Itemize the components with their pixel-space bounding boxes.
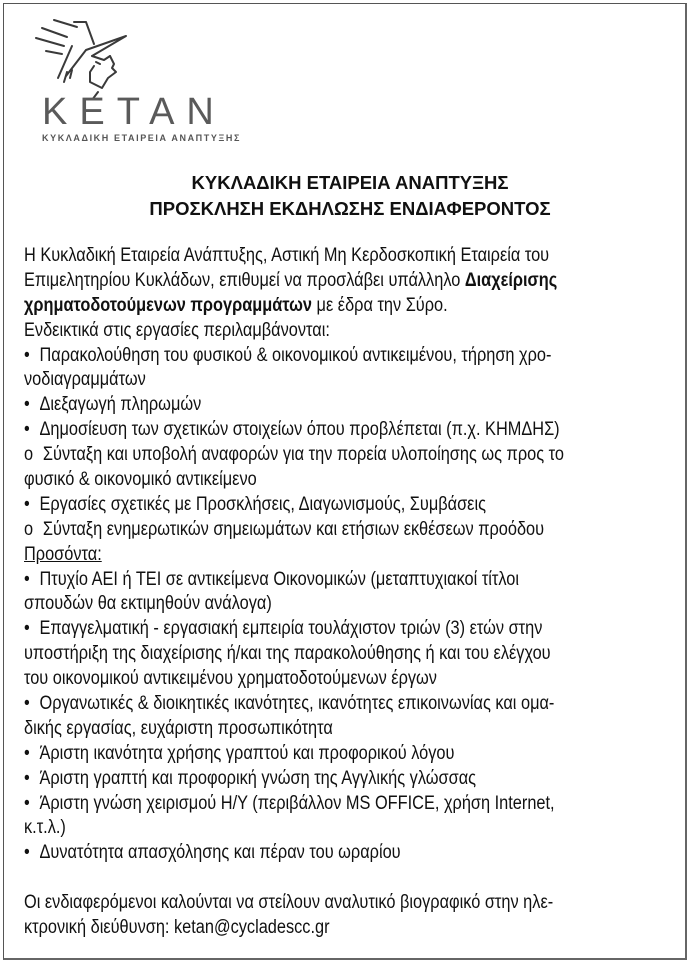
closing-line-2-wrap [24, 916, 680, 941]
duty-item-text [24, 368, 146, 393]
duty-item-text [24, 443, 564, 468]
qualification-item-line [24, 767, 680, 792]
intro-line-3 [24, 294, 448, 319]
qualification-item [24, 841, 680, 866]
duty-item-line [24, 493, 680, 518]
heading-line-1: ΚΥΚΛΑΔΙΚΗ ΕΤΑΙΡΕΙΑ ΑΝΑΠΤΥΞΗΣ [191, 172, 509, 193]
duty-item-line [24, 418, 680, 443]
qualification-item-text [24, 841, 401, 866]
qualification-item-text [24, 642, 551, 667]
duty-item-line [24, 468, 680, 493]
closing-line-1: Οι ενδιαφερόμενοι καλούνται να στείλουν αναλυτικό βιογραφικό στην ηλε- [24, 892, 554, 914]
qualification-item [24, 742, 680, 767]
ketan-logo [34, 18, 264, 148]
qualification-item [24, 792, 680, 842]
qualification-item-line [24, 816, 680, 841]
qualification-text: του οικονομικού αντικειμένου χρηματοδοτούμενων έργων [24, 668, 437, 690]
closing-line-2 [24, 916, 330, 941]
qualification-item-text [24, 667, 437, 692]
bullet-icon: • [24, 618, 30, 640]
intro-line-1: Η Κυκλαδική Εταιρεία Ανάπτυξης, Αστική Μη Κερδοσκοπική Εταιρεία του [24, 245, 550, 266]
qualification-item-text [24, 816, 66, 841]
qualification-item-line [24, 792, 680, 817]
notice-body [24, 244, 680, 941]
notice-heading [0, 170, 700, 222]
duty-item-text [24, 393, 201, 418]
hollow-bullet-icon: o [24, 518, 34, 540]
duty-text: Εργασίες σχετικές με Προσκλήσεις, Διαγωνισμούς, Συμβάσεις [39, 493, 486, 515]
duty-item-line [24, 368, 680, 393]
qualification-item [24, 617, 680, 692]
logo-wordmark: KETAN [42, 91, 226, 133]
qualification-text: σπουδών θα εκτιμηθούν ανάλογα) [24, 593, 272, 615]
duty-item-line [24, 344, 680, 369]
qualification-text: δικής εργασίας, ευχάριστη προσωπικότητα [24, 717, 333, 739]
qualification-item-line [24, 667, 680, 692]
intro-line-3-wrap [24, 294, 680, 319]
qualification-item-text [24, 617, 542, 642]
heading-line-2: ΠΡΟΣΚΛΗΣΗ ΕΚΔΗΛΩΣΗΣ ΕΝΔΙΑΦΕΡΟΝΤΟΣ [149, 198, 551, 219]
duty-text: Παρακολούθηση του φυσικού & οικονομικού αντικειμένου, τήρηση χρο- [39, 344, 552, 366]
duty-item-text [24, 468, 257, 493]
qualification-item-line [24, 617, 680, 642]
bullet-icon: • [24, 493, 30, 515]
hollow-bullet-icon: o [24, 444, 34, 466]
intro-line-2-wrap [24, 269, 680, 294]
duty-text: Σύνταξη ενημερωτικών σημειωμάτων και ετήσιων εκθέσεων προόδου [42, 518, 545, 540]
qualification-item-text [24, 767, 476, 792]
qualification-text: κ.τ.λ.) [24, 817, 66, 839]
duty-item-line [24, 518, 680, 543]
intro-paragraph [24, 244, 680, 269]
qualification-item [24, 568, 680, 618]
qualification-item-text [24, 792, 555, 817]
qualification-text: Δυνατότητα απασχόλησης και πέραν του ωραρίου [39, 842, 401, 864]
logo-subtitle: ΚΥΚΛΑΔΙΚΗ ΕΤΑΙΡΕΙΑ ΑΝΑΠΤΥΞΗΣ [42, 133, 241, 143]
bullet-icon: • [24, 842, 30, 864]
intro-line-2 [24, 269, 557, 294]
position-title-part-2: χρηματοδοτούμενων προγραμμάτων [24, 294, 313, 316]
bullet-icon: • [24, 767, 30, 789]
bullet-icon: • [24, 792, 30, 814]
position-title-part-1: Διαχείρισης [464, 269, 558, 291]
qualification-item [24, 692, 680, 742]
location-text: με έδρα την Σύρο. [312, 294, 448, 316]
duty-item-text [24, 493, 486, 518]
bullet-icon: • [24, 344, 30, 366]
duty-text: φυσικό & οικονομικό αντικείμενο [24, 469, 257, 491]
qualification-item-line [24, 592, 680, 617]
duty-item-line [24, 393, 680, 418]
duty-item [24, 493, 680, 518]
qualification-text: Άριστη γραπτή και προφορική γνώση της Αγγλικής γλώσσας [39, 767, 477, 789]
qualification-text: Πτυχίο ΑΕΙ ή ΤΕΙ σε αντικείμενα Οικονομικών (μεταπτυχιακοί τίτλοι [39, 568, 519, 590]
duty-item-text [24, 344, 551, 369]
qualifications-list [24, 568, 680, 867]
bullet-icon: • [24, 568, 30, 590]
qualification-item-text [24, 692, 554, 717]
duties-label-wrap [24, 319, 680, 344]
qualification-text: Άριστη γνώση χειρισμού Η/Υ (περιβάλλον MS OFFICE, χρήση Internet, [39, 792, 555, 814]
duty-item-line [24, 443, 680, 468]
qualification-text: υποστήριξη της διαχείρισης ή/και της παρακολούθησης ή και του ελέγχου [24, 643, 551, 665]
qualification-item-line [24, 717, 680, 742]
bullet-icon: • [24, 419, 30, 441]
duty-text: Σύνταξη και υποβολή αναφορών για την πορεία υλοποίησης ως προς το [42, 444, 564, 466]
qualification-item-line [24, 692, 680, 717]
duties-label: Ενδεικτικά στις εργασίες περιλαμβάνονται: [24, 319, 330, 341]
duty-item [24, 443, 680, 493]
qualification-item-line [24, 642, 680, 667]
closing-line-1-wrap [24, 891, 680, 916]
bullet-icon: • [24, 394, 30, 416]
qualification-item-line [24, 841, 680, 866]
duty-item-text [24, 518, 544, 543]
bullet-icon: • [24, 742, 30, 764]
bullet-icon: • [24, 693, 30, 715]
qualification-item-line [24, 568, 680, 593]
qualification-item-text [24, 592, 272, 617]
qualification-item-text [24, 717, 333, 742]
qualification-item-line [24, 742, 680, 767]
duty-text: νοδιαγραμμάτων [24, 369, 146, 391]
qualification-text: Οργανωτικές & διοικητικές ικανότητες, ικανότητες επικοινωνίας και ομα- [39, 693, 555, 715]
qualification-text: Επαγγελματική - εργασιακή εμπειρία τουλάχιστον τριών (3) ετών στην [39, 618, 543, 640]
qualification-text: Άριστη ικανότητα χρήσης γραπτού και προφορικού λόγου [39, 742, 455, 764]
qualification-item-text [24, 742, 454, 767]
spacer [24, 866, 680, 891]
duty-text: Διεξαγωγή πληρωμών [39, 394, 202, 416]
qualifications-label: Προσόντα: [24, 543, 102, 565]
qualification-item-text [24, 568, 519, 593]
hermes-head-icon [34, 18, 144, 98]
duty-item [24, 344, 680, 394]
intro-line-2-text: Επιμελητηρίου Κυκλάδων, επιθυμεί να προσλάβει υπάλληλο [24, 269, 465, 291]
qualifications-label-wrap [24, 543, 680, 568]
duties-list [24, 344, 680, 543]
duty-item [24, 418, 680, 443]
qualification-item [24, 767, 680, 792]
duty-text: Δημοσίευση των σχετικών στοιχείων όπου προβλέπεται (π.χ. ΚΗΜΔΗΣ) [39, 419, 560, 441]
contact-email-link[interactable]: ketan@cycladescc.gr [174, 917, 330, 939]
duty-item [24, 518, 680, 543]
duty-item [24, 393, 680, 418]
closing-line-2-text: κτρονική διεύθυνση: [24, 917, 175, 939]
duty-item-text [24, 418, 560, 443]
